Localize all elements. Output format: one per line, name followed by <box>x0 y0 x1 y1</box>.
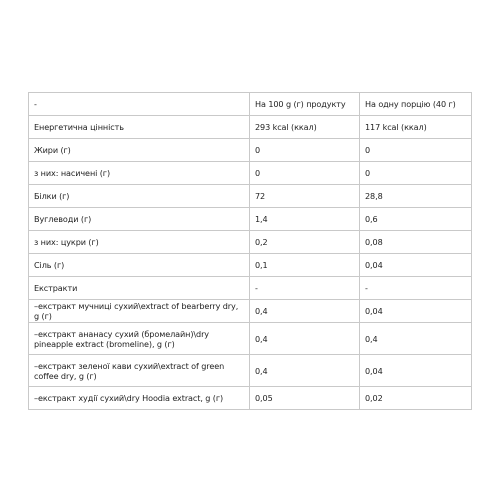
row-value-per-serving: 0,04 <box>360 355 472 387</box>
header-cell-per-100g: На 100 g (г) продукту <box>250 93 360 116</box>
table-row <box>29 277 472 300</box>
table-row <box>29 300 472 323</box>
row-value-per-serving: 0,04 <box>360 300 472 323</box>
row-value-per-100g: - <box>250 277 360 300</box>
row-value-per-serving: 0,6 <box>360 208 472 231</box>
row-value-per-serving: 0 <box>360 162 472 185</box>
row-value-per-100g: 0,2 <box>250 231 360 254</box>
row-value-per-100g: 0,1 <box>250 254 360 277</box>
nutrition-table <box>28 92 472 410</box>
table-row <box>29 139 472 162</box>
row-label: –екстракт зеленої кави сухий\extract of green coffee dry, g (г) <box>29 355 250 387</box>
row-value-per-100g: 0 <box>250 139 360 162</box>
row-label: –екстракт худії сухий\dry Hoodia extract, g (г) <box>29 387 250 410</box>
table-row <box>29 185 472 208</box>
row-value-per-serving: 0,02 <box>360 387 472 410</box>
row-label: Сіль (г) <box>29 254 250 277</box>
table-row <box>29 387 472 410</box>
row-value-per-serving: - <box>360 277 472 300</box>
table-row <box>29 355 472 387</box>
row-value-per-serving: 0,4 <box>360 323 472 355</box>
row-value-per-100g: 72 <box>250 185 360 208</box>
table-row <box>29 162 472 185</box>
row-value-per-100g: 293 kcal (ккал) <box>250 116 360 139</box>
row-label: з них: насичені (г) <box>29 162 250 185</box>
table-row <box>29 208 472 231</box>
row-label: Екстракти <box>29 277 250 300</box>
row-label: Вуглеводи (г) <box>29 208 250 231</box>
row-value-per-100g: 0 <box>250 162 360 185</box>
row-value-per-serving: 0,04 <box>360 254 472 277</box>
row-label: з них: цукри (г) <box>29 231 250 254</box>
row-value-per-100g: 0,4 <box>250 300 360 323</box>
row-label: –екстракт ананасу сухий (бромелайн)\dry pineapple extract (bromeline), g (г) <box>29 323 250 355</box>
table-row <box>29 116 472 139</box>
table-row <box>29 254 472 277</box>
row-label: Білки (г) <box>29 185 250 208</box>
row-label: –екстракт мучниці сухий\extract of bearberry dry, g (г) <box>29 300 250 323</box>
table-header-row <box>29 93 472 116</box>
row-value-per-100g: 0,05 <box>250 387 360 410</box>
row-value-per-100g: 0,4 <box>250 323 360 355</box>
row-value-per-serving: 28,8 <box>360 185 472 208</box>
nutrition-table-container <box>28 92 472 410</box>
row-value-per-serving: 0,08 <box>360 231 472 254</box>
header-cell-label: - <box>29 93 250 116</box>
row-value-per-100g: 0,4 <box>250 355 360 387</box>
row-label: Жири (г) <box>29 139 250 162</box>
row-value-per-serving: 0 <box>360 139 472 162</box>
row-label: Енергетична цінність <box>29 116 250 139</box>
table-row <box>29 231 472 254</box>
header-cell-per-serving: На одну порцію (40 г) <box>360 93 472 116</box>
row-value-per-100g: 1,4 <box>250 208 360 231</box>
table-row <box>29 323 472 355</box>
row-value-per-serving: 117 kcal (ккал) <box>360 116 472 139</box>
